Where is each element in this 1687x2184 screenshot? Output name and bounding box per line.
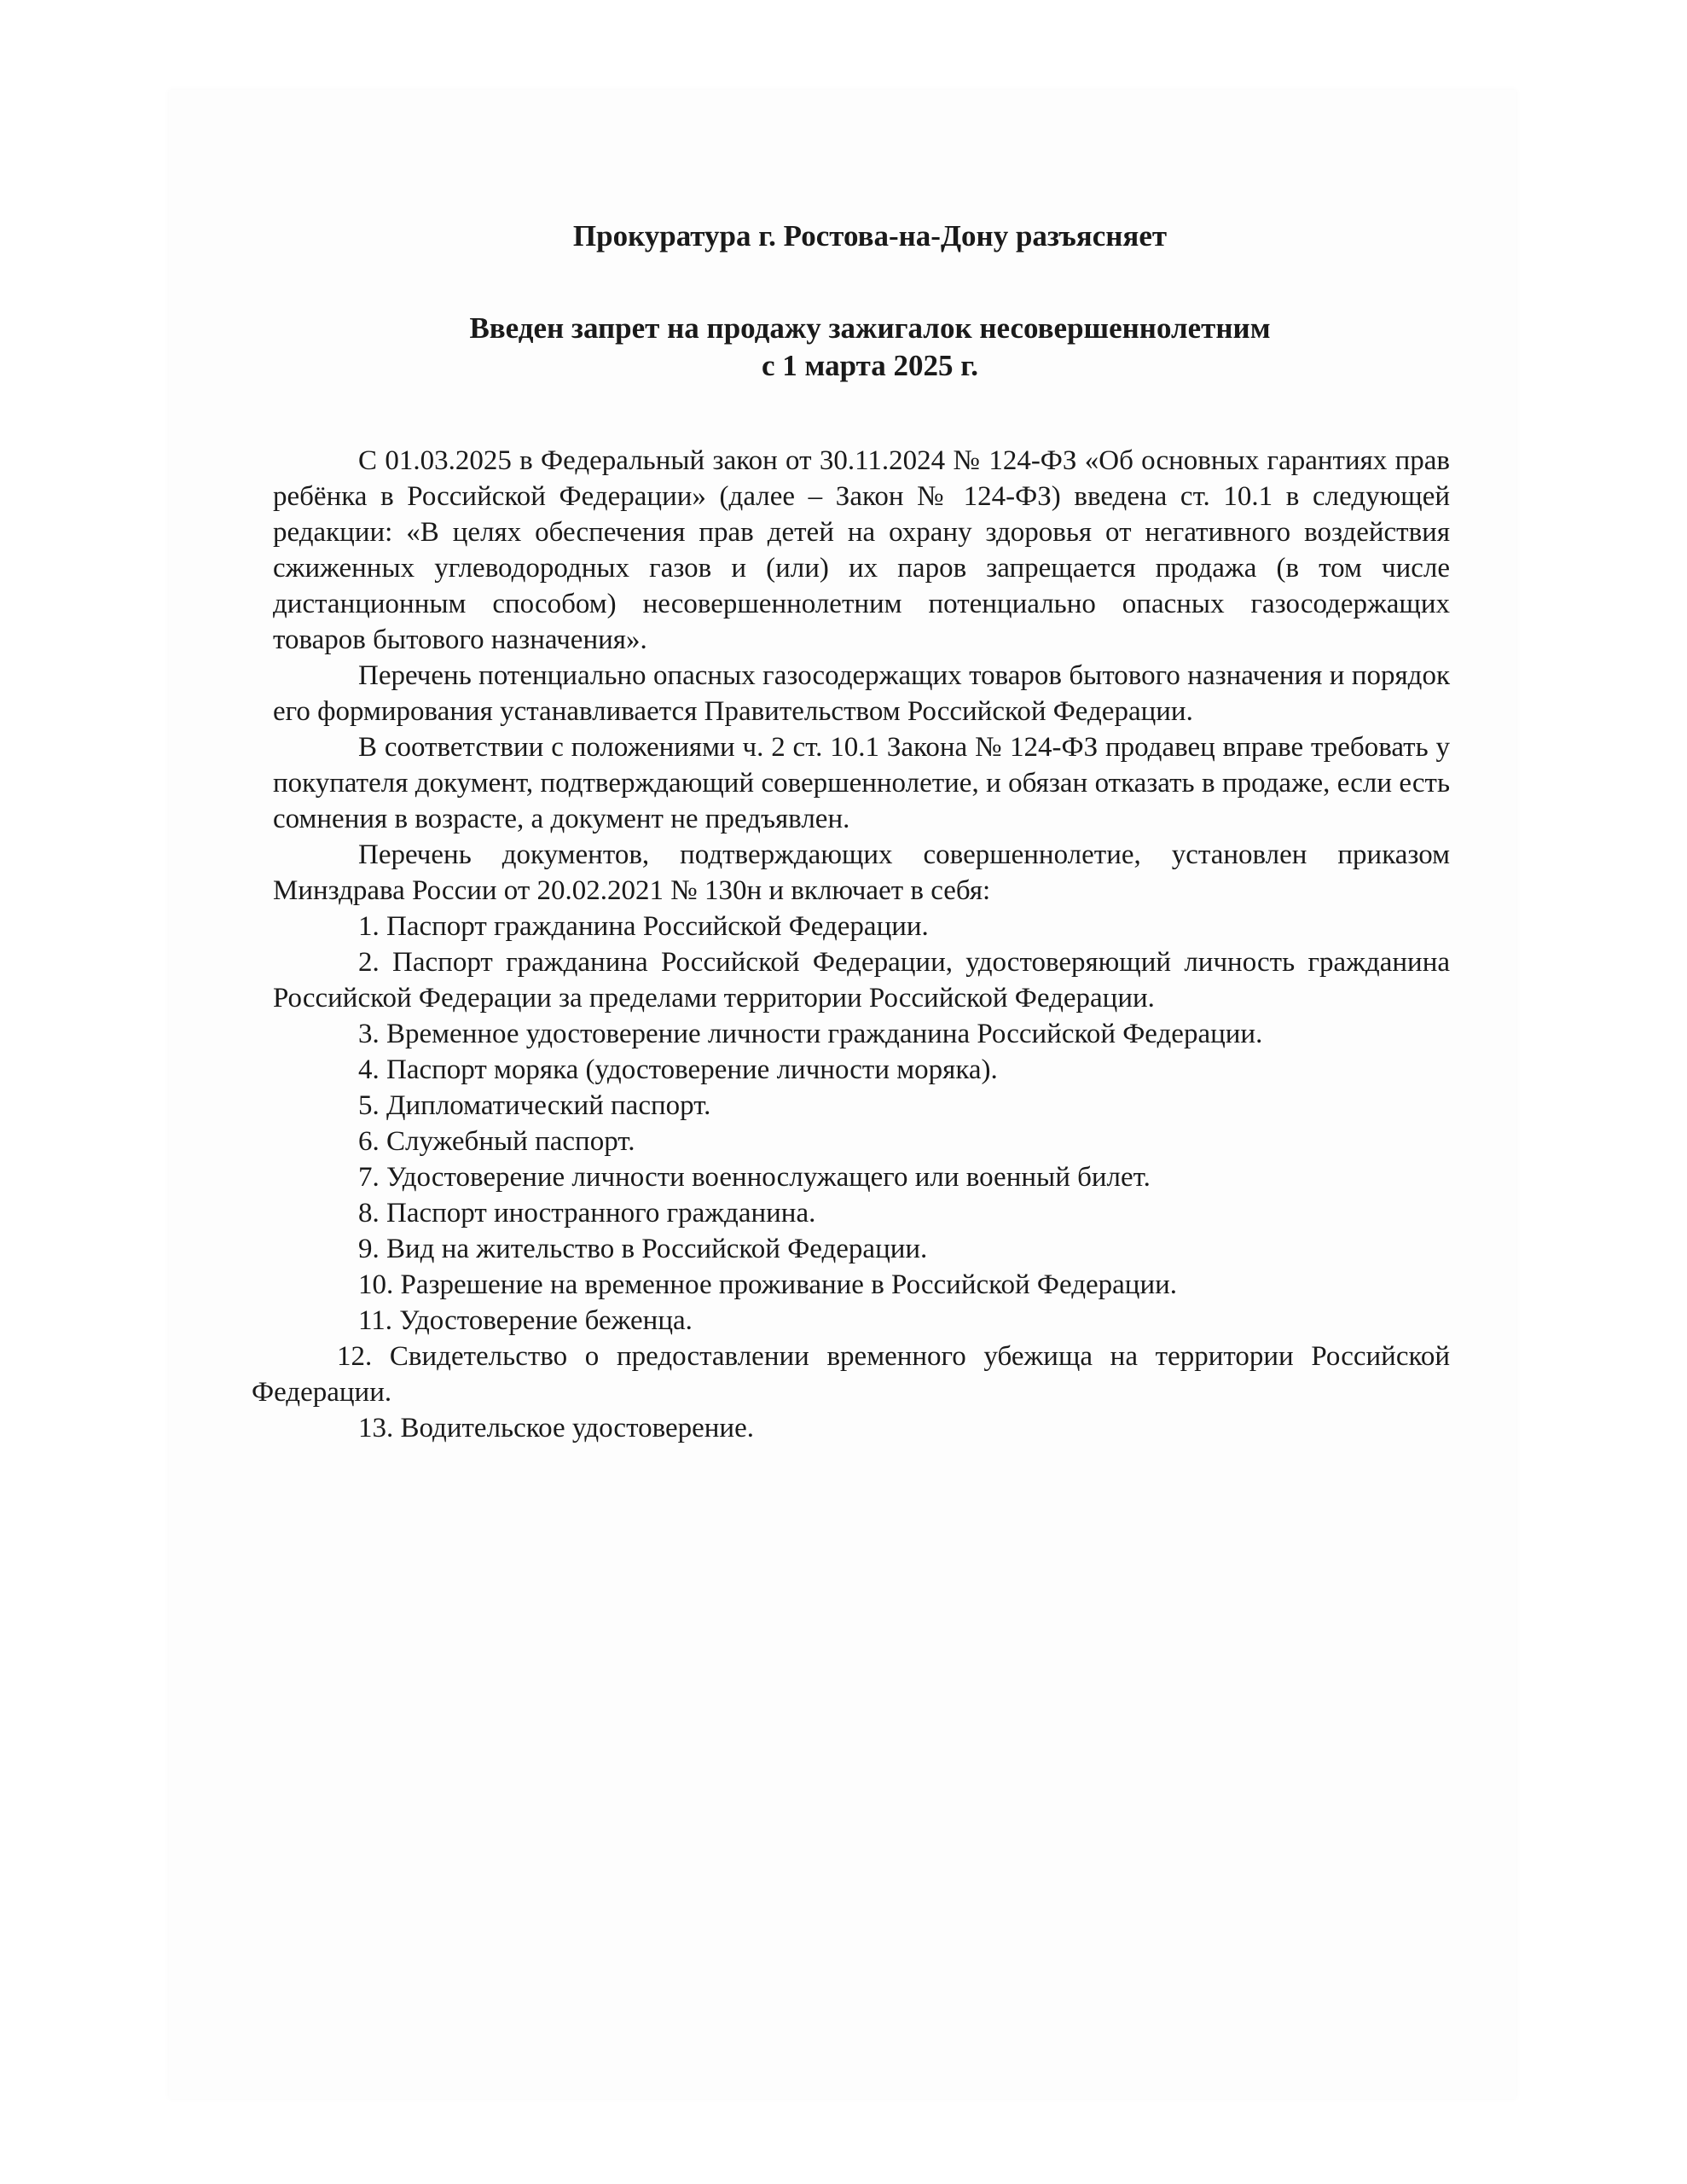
list-item: 6. Служебный паспорт. — [358, 1126, 635, 1157]
document-header: Прокуратура г. Ростова-на-Дону разъясняет — [572, 219, 1168, 253]
document-body — [239, 443, 1450, 1446]
list-item: 11. Удостоверение беженца. — [358, 1305, 693, 1336]
document-title — [290, 310, 1450, 385]
list-item: 4. Паспорт моряка (удостоверение личности моряка). — [358, 1054, 998, 1085]
list-item: 12. Свидетельство о предоставлении временного убежища на территории Российской Федерации. — [252, 1341, 1450, 1408]
list-item: 13. Водительское удостоверение. — [358, 1413, 754, 1443]
list-item: 7. Удостоверение личности военнослужащего или военный билет. — [358, 1162, 1151, 1193]
paragraph-goods-list: Перечень потенциально опасных газосодержащих товаров бытового назначения и порядок его формирования устанавливается Правительством Российской Федерации. — [273, 660, 1450, 727]
list-item: 1. Паспорт гражданина Российской Федерации. — [358, 911, 929, 942]
list-item: 5. Дипломатический паспорт. — [358, 1090, 711, 1121]
document-title-line-1: Введен запрет на продажу зажигалок несовершеннолетним — [469, 311, 1271, 345]
list-item: 3. Временное удостоверение личности гражданина Российской Федерации. — [358, 1019, 1263, 1049]
document-content — [239, 218, 1450, 1446]
list-item: 10. Разрешение на временное проживание в Российской Федерации. — [358, 1269, 1178, 1300]
paragraph-documents-intro: Перечень документов, подтверждающих совершеннолетие, установлен приказом Минздрава России от 20.02.2021 № 130н и включает в себя: — [273, 839, 1450, 906]
list-item: 8. Паспорт иностранного гражданина. — [358, 1198, 816, 1228]
list-item: 2. Паспорт гражданина Российской Федерации, удостоверяющий личность гражданина Российской Федерации за пределами территории Российской Федерации. — [273, 947, 1450, 1014]
documents-list — [252, 909, 1450, 1446]
paragraph-law-amendment: С 01.03.2025 в Федеральный закон от 30.11.2024 № 124-ФЗ «Об основных гарантиях прав ребёнка в Российской Федерации» (далее – Закон № 124-ФЗ) введена ст. 10.1 в следующей редакции: «В целях обеспечения прав детей на охрану здоровья от негативного воздействия сжиженных углеводородных газов и (или) их паров запрещается продажа (в том числе дистанционным способом) несовершеннолетним потенциально опасных газосодержащих товаров бытового назначения». — [273, 445, 1450, 655]
document-title-line-2: с 1 марта 2025 г. — [762, 349, 978, 382]
list-item: 9. Вид на жительство в Российской Федерации. — [358, 1234, 928, 1264]
paragraph-seller-rights: В соответствии с положениями ч. 2 ст. 10.1 Закона № 124-ФЗ продавец вправе требовать у покупателя документ, подтверждающий совершеннолетие, и обязан отказать в продаже, если есть сомнения в возрасте, а документ не предъявлен. — [273, 732, 1450, 834]
